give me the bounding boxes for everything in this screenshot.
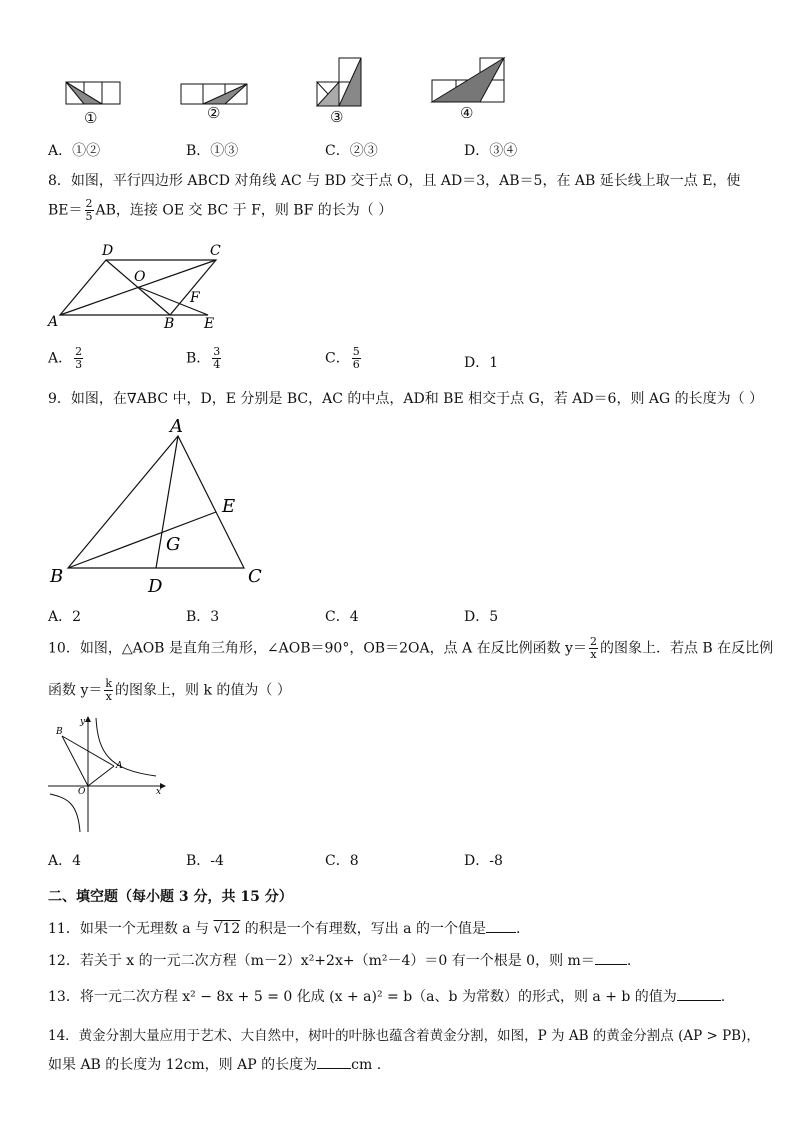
- q11-answer-blank[interactable]: [486, 920, 516, 933]
- q8-label-e: E: [204, 316, 215, 332]
- q14-question-line2: 如果 AB 的长度为 12cm，则 AP 的长度为 cm .: [48, 1057, 382, 1073]
- q8-line2-text: AB，连接 OE 交 BC 于 F，则 BF 的长为（ ）: [95, 202, 393, 219]
- q10-label-o: O: [78, 787, 86, 797]
- q10-option-d[interactable]: D．-8: [464, 853, 503, 869]
- q8-label-f: F: [190, 290, 200, 306]
- q7-figure-3-label: ③: [330, 108, 344, 126]
- q10-label-x: x: [156, 787, 162, 797]
- q8-option-b[interactable]: B． $\frac{3}{4}$: [186, 345, 221, 371]
- q9-label-g: G: [166, 534, 181, 555]
- q14-question-line1: 14．黄金分割大量应用于艺术、大自然中，树叶的叶脉也蕴含着黄金分割，如图，P 为 AB 的黄金分割点 (AP > PB)，: [48, 1028, 760, 1044]
- q8-parallelogram-figure: [44, 240, 234, 332]
- q13-question: 13．将一元二次方程 x² − 8x + 5 = 0 化成 (x + a)² = b（a、b 为常数）的形式，则 a + b 的值为 .: [48, 989, 726, 1005]
- q8-label-a: A: [48, 314, 59, 330]
- q8-option-a[interactable]: A． $\frac{2}{3}$: [48, 345, 83, 371]
- q10-option-a[interactable]: A．4: [48, 853, 82, 869]
- q9-label-a: A: [170, 416, 183, 437]
- q10-option-b[interactable]: B．-4: [186, 853, 224, 869]
- q10-question-line1: 10．如图，△AOB 是直角三角形，∠AOB＝90°，OB＝2OA，点 A 在反比例函数 y＝ $\frac{2}{x}$ 的图象上．若点 B 在反比例: [48, 635, 774, 661]
- q9-option-c[interactable]: C．4: [325, 609, 359, 625]
- q11-question: 11．如果一个无理数 a 与 √12 的积是一个有理数，写出 a 的一个值是 .: [48, 921, 521, 937]
- q9-question: 9．如图，在∇ABC 中，D，E 分别是 BC，AC 的中点，AD和 BE 相交于点 G，若 AD＝6，则 AG 的长度为（ ）: [48, 391, 764, 407]
- q8-fraction: $\frac{2}{5}$: [85, 197, 93, 223]
- q8-label-b: B: [164, 316, 175, 332]
- q9-label-c: C: [248, 566, 262, 587]
- q9-option-d[interactable]: D．5: [464, 609, 499, 625]
- q8-question-line1: 8．如图，平行四边形 ABCD 对角线 AC 与 BD 交于点 O，且 AD＝3，AB＝5，在 AB 延长线上取一点 E，使: [48, 173, 741, 189]
- q8-label-d: D: [102, 243, 114, 259]
- q10-coordinate-figure: [44, 714, 168, 836]
- q10-label-a: A: [116, 761, 123, 771]
- q7-option-c[interactable]: C．②③: [325, 143, 378, 159]
- q13-answer-blank[interactable]: [677, 988, 721, 1001]
- q7-option-d[interactable]: D．③④: [464, 143, 518, 159]
- q8-question-line2: [48, 198, 392, 223]
- q7-figure-4-label: ④: [460, 104, 474, 122]
- q10-question-line2: 函数 y＝ $\frac{k}{x}$ 的图象上，则 k 的值为（ ）: [48, 677, 291, 703]
- q7-figure-2-label: ②: [207, 104, 221, 122]
- q12-question: 12．若关于 x 的一元二次方程（m－2）x²+2x+（m²－4）＝0 有一个根是 0，则 m＝ .: [48, 953, 632, 969]
- q9-option-a[interactable]: A．2: [48, 609, 82, 625]
- q8-option-c[interactable]: C． $\frac{5}{6}$: [325, 345, 360, 371]
- q12-answer-blank[interactable]: [595, 952, 627, 965]
- q9-label-d: D: [148, 576, 163, 596]
- q10-label-b: B: [56, 727, 63, 737]
- sqrt-12: √12: [213, 921, 241, 937]
- q10-label-y: y: [80, 717, 86, 727]
- q7-option-b[interactable]: B．①③: [186, 143, 239, 159]
- q9-triangle-figure: [44, 414, 270, 596]
- section-title-fill-in: 二、填空题（每小题 3 分，共 15 分）: [48, 889, 293, 905]
- q8-label-o: O: [134, 269, 146, 285]
- q14-answer-blank[interactable]: [317, 1056, 351, 1069]
- q7-figure-4: [430, 54, 506, 106]
- q7-figure-1-label: ①: [84, 109, 98, 127]
- q7-option-a[interactable]: A．①②: [48, 143, 101, 159]
- q8-be-label: BE＝: [48, 202, 83, 219]
- q9-label-e: E: [222, 496, 236, 517]
- q8-option-d[interactable]: D．1: [464, 355, 499, 371]
- q8-label-c: C: [210, 243, 221, 259]
- q9-label-b: B: [50, 566, 64, 587]
- q7-figure-3: [314, 54, 366, 110]
- q10-option-c[interactable]: C．8: [325, 853, 359, 869]
- q9-option-b[interactable]: B．3: [186, 609, 220, 625]
